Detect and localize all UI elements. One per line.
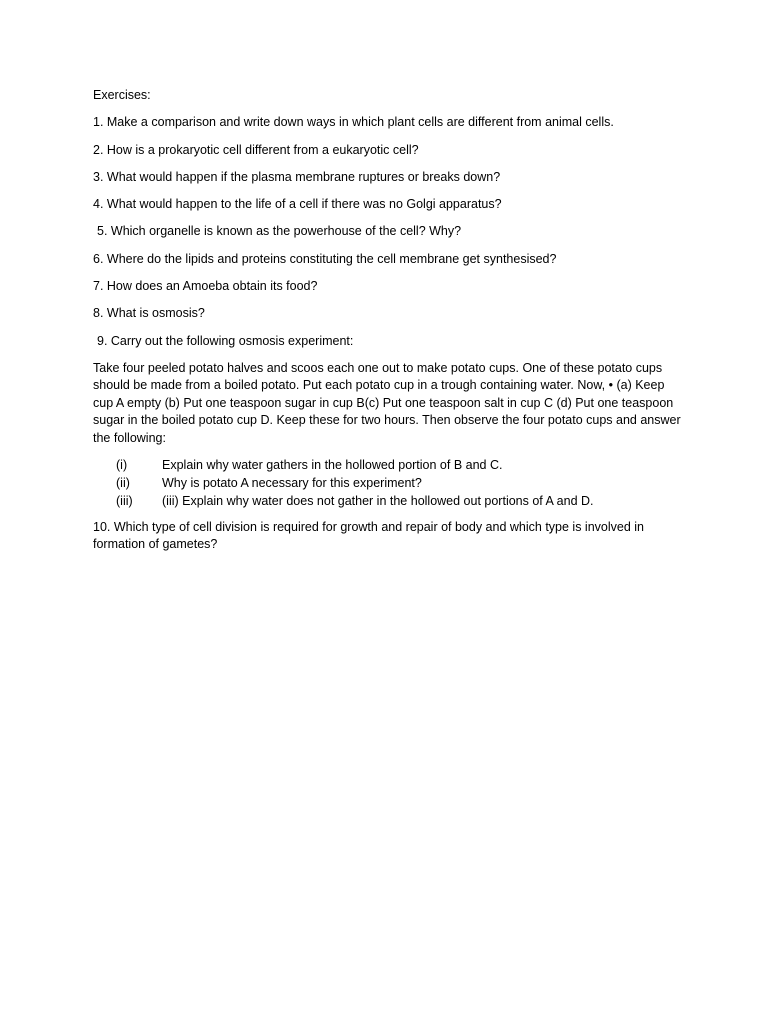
- question-3: 3. What would happen if the plasma membrane ruptures or breaks down?: [93, 169, 501, 184]
- list-item-text: Explain why water gathers in the hollowed portion of B and C.: [162, 458, 503, 473]
- list-item-number: (iii): [116, 493, 133, 508]
- question-10: 10. Which type of cell division is required for growth and repair of body and which type is involved in formation of gametes?: [93, 519, 644, 552]
- experiment-instructions: Take four peeled potato halves and scoos each one out to make potato cups. One of these potato cups should be made from a boiled potato. Put each potato cup in a trough containing water. Now, • (a) Keep cup A empty (b) Put one teaspoon sugar in cup B(c) Put one teaspoon salt in cup C (d) Put one teaspoon sugar in the boiled potato cup D. Keep these for two hours. Then observe the four potato cups and answer the following:: [93, 360, 681, 445]
- list-item: [93, 475, 683, 493]
- document-page: [93, 87, 683, 563]
- question-7: 7. How does an Amoeba obtain its food?: [93, 279, 318, 294]
- list-item: [93, 493, 683, 511]
- question-5: 5. Which organelle is known as the powerhouse of the cell? Why?: [97, 224, 462, 239]
- list-item-number: (ii): [116, 476, 130, 491]
- list-item: [93, 457, 683, 475]
- question-6: 6. Where do the lipids and proteins constituting the cell membrane get synthesised?: [93, 251, 557, 266]
- question-8: 8. What is osmosis?: [93, 306, 205, 321]
- question-1: 1. Make a comparison and write down ways in which plant cells are different from animal cells.: [93, 115, 614, 130]
- question-9: 9. Carry out the following osmosis experiment:: [97, 333, 354, 348]
- list-item-number: (i): [116, 458, 128, 473]
- list-item-text: (iii) Explain why water does not gather in the hollowed out portions of A and D.: [162, 493, 594, 508]
- exercises-heading: Exercises:: [93, 88, 151, 102]
- list-item-text: Why is potato A necessary for this experiment?: [162, 476, 422, 491]
- question-4: 4. What would happen to the life of a cell if there was no Golgi apparatus?: [93, 197, 502, 212]
- experiment-sub-questions: [93, 457, 683, 510]
- question-2: 2. How is a prokaryotic cell different from a eukaryotic cell?: [93, 142, 419, 157]
